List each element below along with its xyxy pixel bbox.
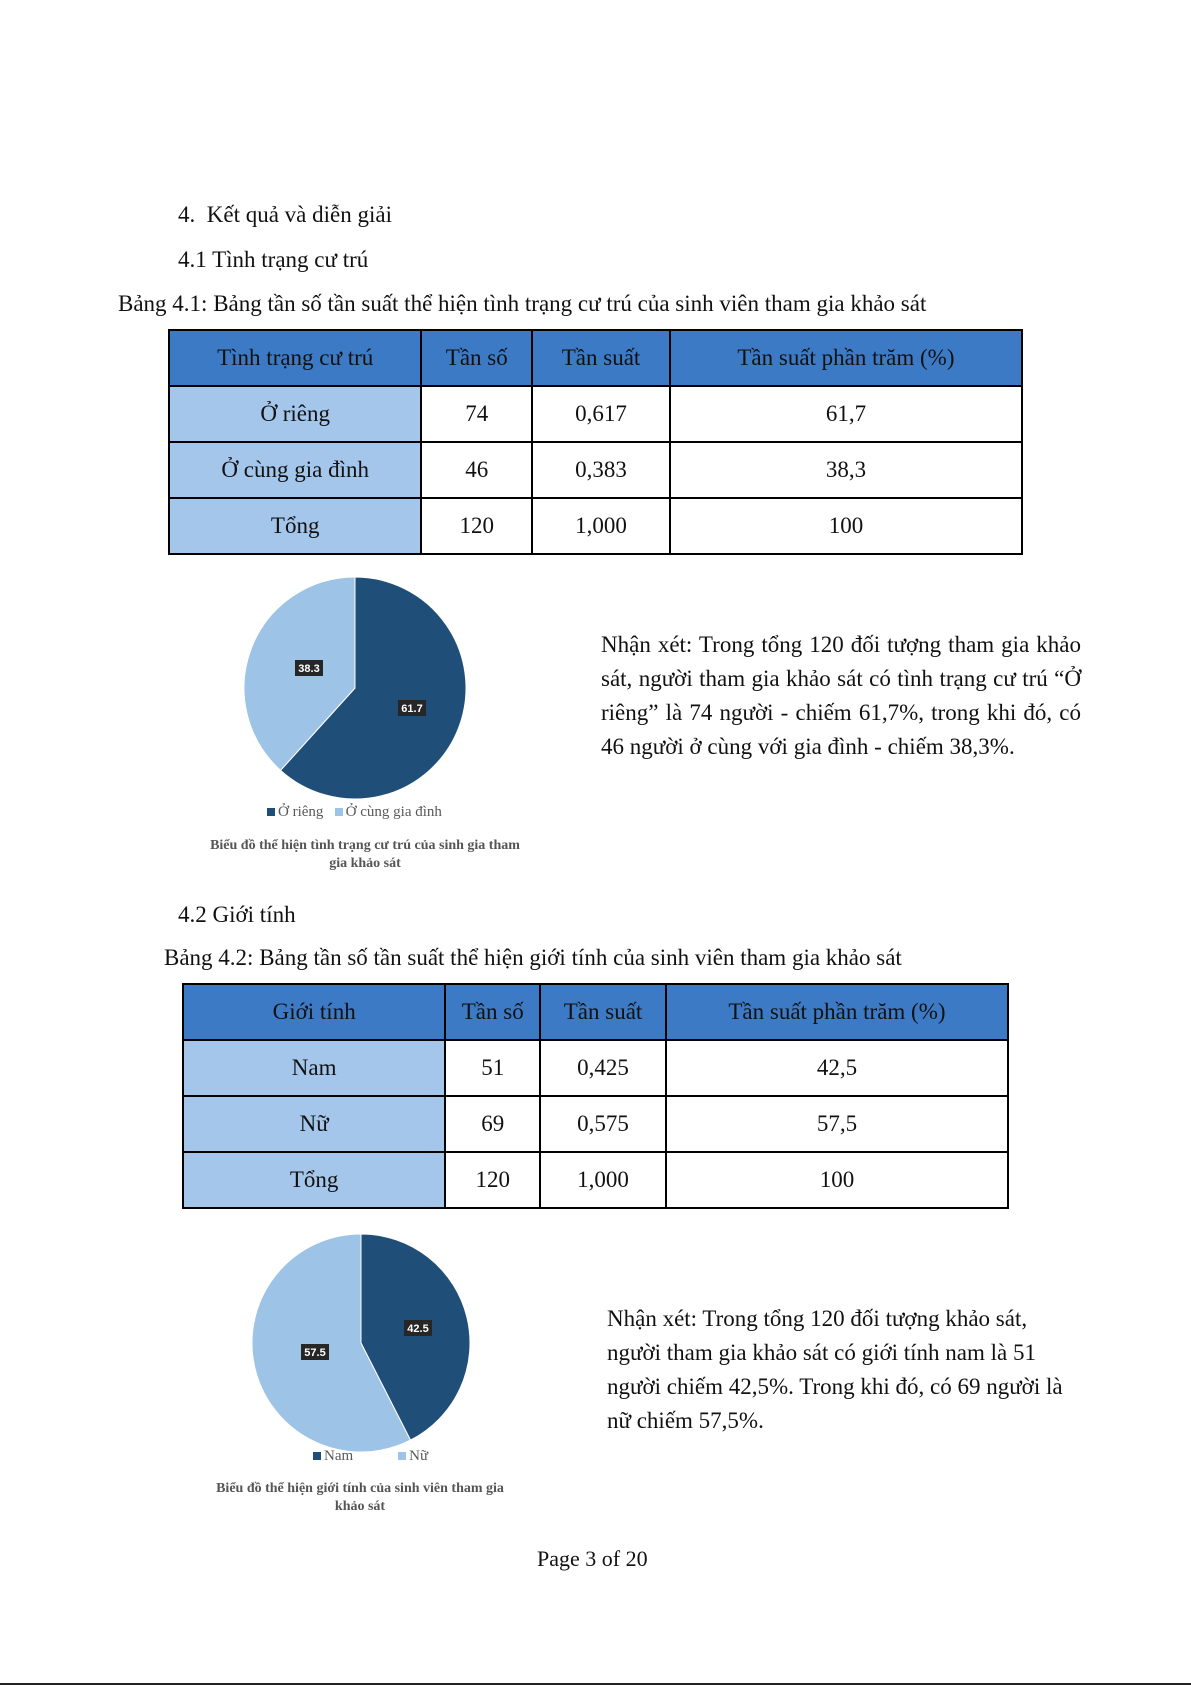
pie-data-label bbox=[295, 660, 323, 676]
pie-data-label-text: 61.7 bbox=[401, 703, 423, 715]
gender-frequency-table bbox=[182, 983, 1009, 1209]
subsection-heading-gender: 4.2 Giới tính bbox=[178, 902, 296, 927]
table-caption-gender: Bảng 4.2: Bảng tần số tần suất thể hiện giới tính của sinh viên tham gia khảo sát bbox=[164, 945, 902, 970]
legend-label: Nữ bbox=[409, 1448, 429, 1464]
table-cell: 38,3 bbox=[670, 442, 1022, 498]
row-label: Tổng bbox=[169, 498, 421, 554]
gender-chart-caption bbox=[170, 1480, 550, 1516]
column-header: Tần suất phần trăm (%) bbox=[666, 984, 1008, 1040]
row-label: Ở cùng gia đình bbox=[169, 442, 421, 498]
pie-data-label-text: 42.5 bbox=[407, 1323, 429, 1335]
table-cell: 120 bbox=[445, 1152, 540, 1208]
table-cell: 69 bbox=[445, 1096, 540, 1152]
caption-line: gia khảo sát bbox=[329, 856, 401, 871]
residence-pie-chart bbox=[240, 574, 490, 806]
caption-line: khảo sát bbox=[334, 1499, 386, 1514]
table-cell: 74 bbox=[421, 386, 532, 442]
legend-swatch-dark bbox=[267, 808, 275, 816]
table-header-row bbox=[169, 330, 1022, 386]
column-header: Tình trạng cư trú bbox=[169, 330, 421, 386]
legend-label: Nam bbox=[324, 1448, 354, 1464]
legend-swatch-light bbox=[335, 808, 343, 816]
section-heading bbox=[178, 201, 392, 229]
pie-data-label bbox=[301, 1344, 329, 1360]
legend-label: Ở cùng gia đình bbox=[345, 804, 442, 820]
gender-pie-chart bbox=[252, 1230, 488, 1456]
table-cell: 0,617 bbox=[532, 386, 670, 442]
column-header: Tần suất phần trăm (%) bbox=[670, 330, 1022, 386]
table-row bbox=[169, 442, 1022, 498]
section-number: 4. bbox=[178, 202, 196, 227]
table-cell: 57,5 bbox=[666, 1096, 1008, 1152]
row-label: Nữ bbox=[183, 1096, 445, 1152]
column-header: Tần suất bbox=[532, 330, 670, 386]
column-header: Giới tính bbox=[183, 984, 445, 1040]
gender-chart-legend bbox=[313, 1448, 428, 1465]
column-header: Tần số bbox=[421, 330, 532, 386]
table-cell: 1,000 bbox=[532, 498, 670, 554]
table-cell: 120 bbox=[421, 498, 532, 554]
table-row bbox=[183, 1040, 1008, 1096]
table-cell: 0,425 bbox=[540, 1040, 666, 1096]
table-cell: 0,383 bbox=[532, 442, 670, 498]
table-cell: 42,5 bbox=[666, 1040, 1008, 1096]
table-row bbox=[183, 1096, 1008, 1152]
table-cell: 61,7 bbox=[670, 386, 1022, 442]
table-cell: 0,575 bbox=[540, 1096, 666, 1152]
residence-chart-legend bbox=[267, 804, 442, 821]
pie-data-label-text: 38.3 bbox=[298, 663, 320, 675]
table-cell: 100 bbox=[666, 1152, 1008, 1208]
page-number: Page 3 of 20 bbox=[537, 1546, 648, 1571]
pie-data-label bbox=[404, 1320, 432, 1336]
column-header: Tần suất bbox=[540, 984, 666, 1040]
caption-line: Biểu đồ thể hiện giới tính của sinh viên tham gia bbox=[216, 1481, 504, 1496]
legend-swatch-light bbox=[398, 1452, 406, 1460]
table-cell: 1,000 bbox=[540, 1152, 666, 1208]
row-label: Ở riêng bbox=[169, 386, 421, 442]
table-caption-residence: Bảng 4.1: Bảng tần số tần suất thể hiện tình trạng cư trú của sinh viên tham gia khảo sát bbox=[118, 291, 927, 316]
gender-comment: Nhận xét: Trong tổng 120 đối tượng khảo sát, người tham gia khảo sát có giới tính nam là 51 người chiếm 42,5%. Trong khi đó, có 69 người là nữ chiếm 57,5%. bbox=[607, 1306, 1063, 1433]
table-header-row bbox=[183, 984, 1008, 1040]
table-cell: 46 bbox=[421, 442, 532, 498]
table-row bbox=[169, 498, 1022, 554]
legend-swatch-dark bbox=[313, 1452, 321, 1460]
pie-data-label-text: 57.5 bbox=[304, 1347, 326, 1359]
section-title: Kết quả và diễn giải bbox=[206, 202, 392, 227]
caption-line: Biểu đồ thể hiện tình trạng cư trú của sinh gia tham bbox=[210, 838, 520, 853]
table-cell: 100 bbox=[670, 498, 1022, 554]
pie-data-label bbox=[398, 700, 426, 716]
table-row bbox=[169, 386, 1022, 442]
row-label: Tổng bbox=[183, 1152, 445, 1208]
residence-comment: Nhận xét: Trong tổng 120 đối tượng tham gia khảo sát, người tham gia khảo sát có tình trạng cư trú “Ở riêng” là 74 người - chiếm 61,7%, trong khi đó, có 46 người ở cùng với gia đình - chiếm 38,3%. bbox=[601, 632, 1081, 759]
table-cell: 51 bbox=[445, 1040, 540, 1096]
subsection-heading-residence: 4.1 Tình trạng cư trú bbox=[178, 247, 369, 272]
residence-frequency-table bbox=[168, 329, 1023, 555]
residence-chart-caption bbox=[170, 837, 560, 873]
table-row bbox=[183, 1152, 1008, 1208]
legend-label: Ở riêng bbox=[278, 804, 324, 820]
column-header: Tần số bbox=[445, 984, 540, 1040]
row-label: Nam bbox=[183, 1040, 445, 1096]
